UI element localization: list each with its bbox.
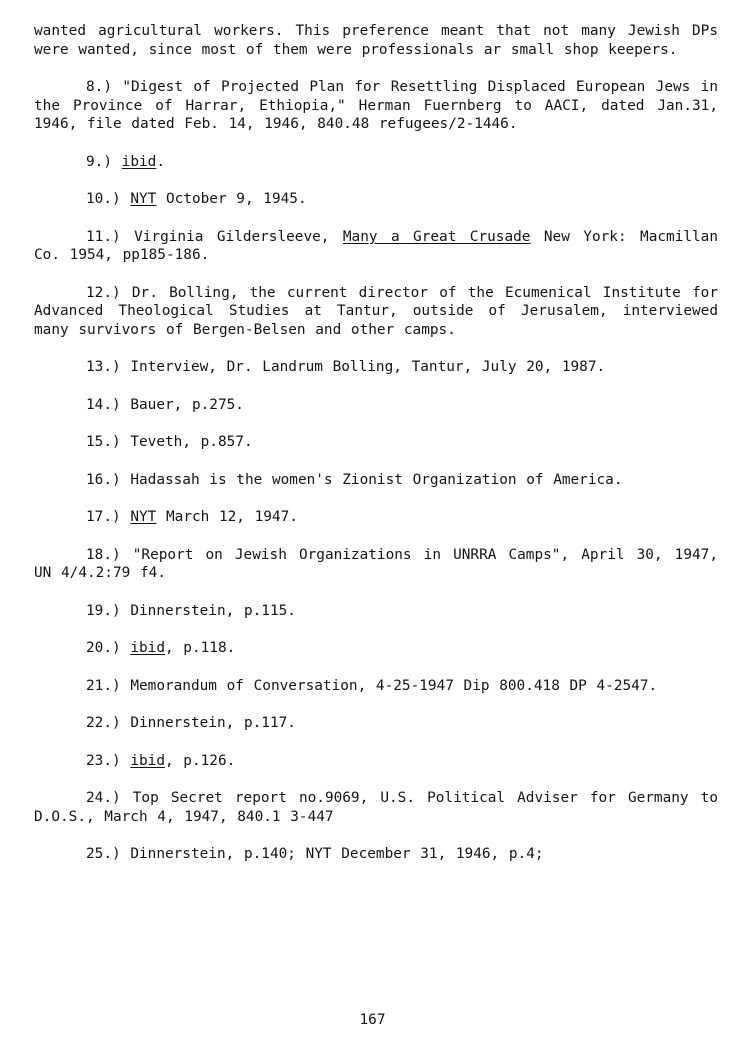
footnote-text: Bauer, p.275. [130,396,244,413]
footnote-text: "Digest of Projected Plan for Resettling Displaced European Jews in the Province of Harrar, Ethiopia," Herman Fuernberg to AACI, dated Jan.31, 1946, file dated Feb. 14, 1946, 840.48 refugees/2-1446. [34,79,718,132]
footnote-number: 19.) [86,602,121,619]
footnote-number: 18.) [86,546,121,563]
footnote-text: Hadassah is the women's Zionist Organization of America. [130,471,623,488]
footnote-10 [34,190,718,209]
footnote-20 [34,639,718,658]
document-body [34,22,718,864]
intro-paragraph: wanted agricultural workers. This preference meant that not many Jewish DPs were wanted, since most of them were professionals ar small shop keepers. [34,23,718,58]
footnote-9 [34,153,718,172]
footnote-number: 17.) [86,509,121,525]
footnote-book-title: Many a Great Crusade [342,228,531,245]
footnote-text: Teveth, p.857. [130,434,253,450]
footnote-text: Dinnerstein, p.117. [130,715,296,731]
footnote-12 [34,284,718,340]
footnote-14 [34,396,718,415]
footnote-17 [34,508,718,527]
footnote-21 [34,677,718,696]
footnote-18 [34,546,718,583]
footnote-number: 12.) [86,284,121,301]
footnote-text: Dinnerstein, p.115. [130,602,296,619]
footnote-number: 15.) [86,434,121,450]
footnote-text: March 12, 1947. [156,509,298,525]
footnote-citation: NYT [130,509,157,525]
footnote-citation: NYT [130,191,157,207]
footnote-8 [34,78,718,134]
footnote-text: , p.118. [164,640,236,656]
footnote-text: Virginia Gildersleeve, [134,228,343,245]
footnote-number: 13.) [86,359,121,375]
footnote-text: Interview, Dr. Landrum Bolling, Tantur, July 20, 1987. [130,359,606,375]
footnote-number: 21.) [86,677,121,694]
footnote-number: 22.) [86,715,121,731]
footnote-15 [34,433,718,452]
footnote-25 [34,845,718,864]
footnote-number: 20.) [86,640,121,656]
footnote-text: Dr. Bolling, the current director of the Ecumenical Institute for Advanced Theological Studies at Tantur, outside of Jerusalem, interviewed many survivors of Bergen-Belsen and other camps. [34,284,718,338]
footnote-text-tail: New York: Macmillan Co. 1954, pp185-186. [34,228,719,263]
footnote-number: 10.) [86,191,121,207]
footnote-13 [34,358,718,377]
footnote-11 [34,228,718,265]
footnote-text: , p.126. [164,752,236,769]
footnote-citation: ibid [130,752,165,769]
footnote-number: 23.) [86,752,121,769]
footnote-text: Top Secret report no.9069, U.S. Political Adviser for Germany to D.O.S., March 4, 1947, 840.1 3-447 [34,790,718,825]
footnote-citation: ibid [130,640,165,656]
footnote-number: 8.) [86,79,112,95]
footnote-text: "Report on Jewish Organizations in UNRRA Camps", April 30, 1947, UN 4/4.2:79 f4. [34,546,718,581]
footnote-number: 14.) [86,396,121,413]
footnote-text: Dinnerstein, p.140; NYT December 31, 1946, p.4; [130,846,544,862]
footnote-23 [34,752,718,771]
footnote-number: 24.) [86,790,121,806]
footnote-number: 9.) [86,153,112,170]
footnote-number: 16.) [86,471,121,488]
footnote-22 [34,714,718,733]
footnote-citation: ibid [121,153,157,170]
footnote-16 [34,471,718,490]
page-number: 167 [359,1012,386,1028]
footnote-19 [34,602,718,621]
footnote-number: 11.) [86,228,121,245]
footnote-24 [34,789,718,826]
footnote-number: 25.) [86,846,121,862]
footnote-text: Memorandum of Conversation, 4-25-1947 Dip 800.418 DP 4-2547. [130,677,658,694]
footnote-text: October 9, 1945. [156,191,307,207]
footnote-text: . [156,153,165,170]
